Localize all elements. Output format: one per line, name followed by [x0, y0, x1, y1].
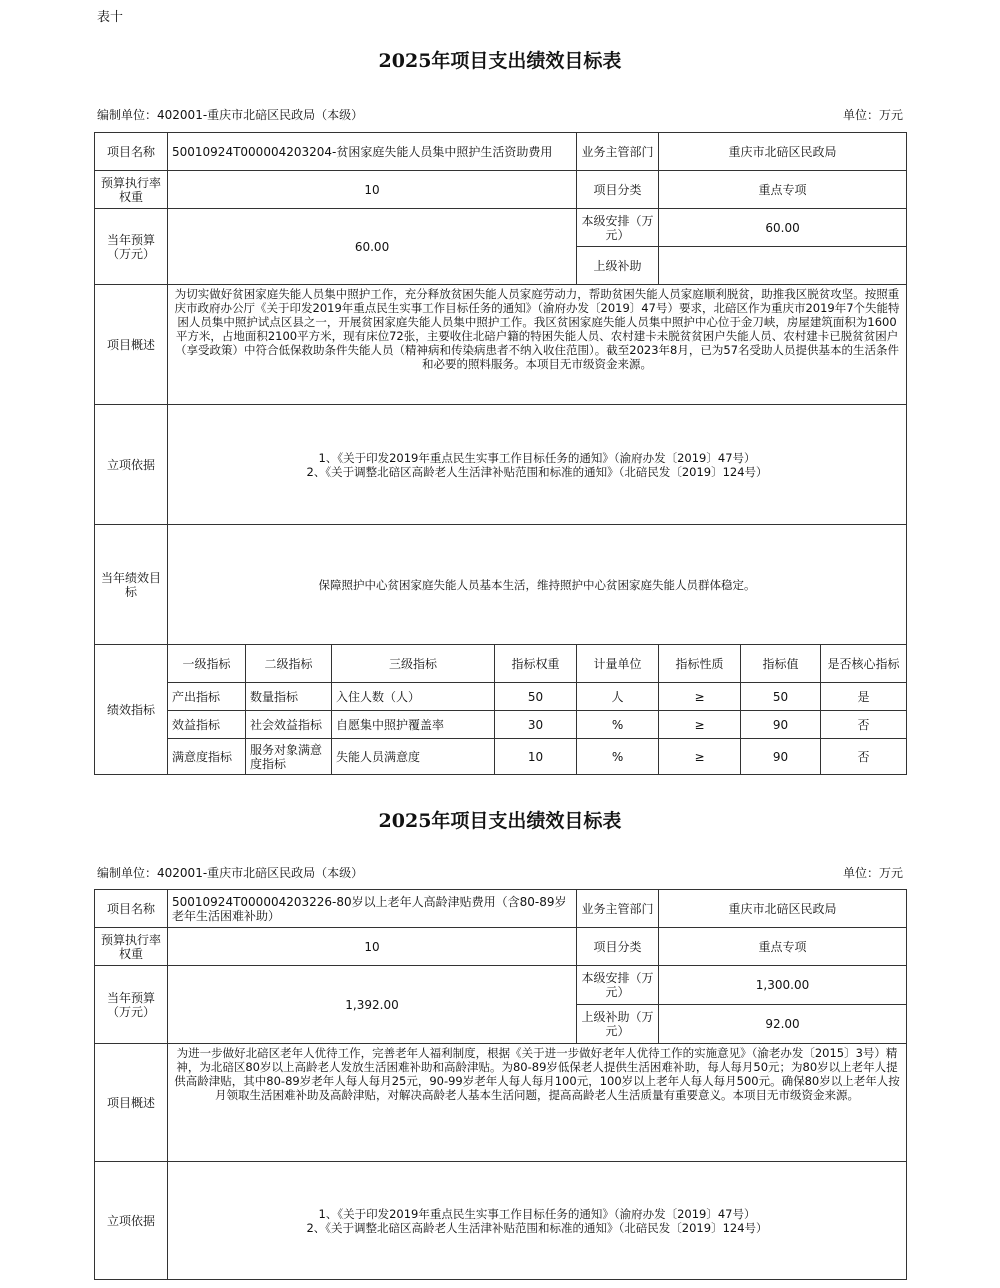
- indicator-cell: 30: [495, 711, 577, 739]
- indicator-cell: 满意度指标: [168, 739, 246, 775]
- local-value: 1,300.00: [659, 966, 907, 1005]
- upper-value: 92.00: [659, 1005, 907, 1044]
- indicator-header: 指标权重: [495, 645, 577, 683]
- basis-list: [168, 1162, 907, 1280]
- label-weight: 预算执行率权重: [95, 171, 168, 209]
- indicator-cell: 10: [495, 739, 577, 775]
- table-row: [95, 683, 907, 711]
- label-project-name: 项目名称: [95, 133, 168, 171]
- form-meta: [97, 106, 903, 123]
- dept-value: 重庆市北碚区民政局: [659, 133, 907, 171]
- indicator-cell: 50: [741, 683, 821, 711]
- indicator-cell: 否: [821, 739, 907, 775]
- budget-value: 60.00: [168, 209, 577, 285]
- unit-label: 单位：万元: [842, 866, 903, 880]
- indicator-cell: 90: [741, 711, 821, 739]
- indicator-cell: 效益指标: [168, 711, 246, 739]
- indicator-cell: 失能人员满意度: [332, 739, 495, 775]
- dept-value: 重庆市北碚区民政局: [659, 890, 907, 928]
- form-title: 2025年项目支出绩效目标表: [378, 810, 622, 832]
- indicator-cell: ≥: [659, 739, 741, 775]
- corner-label: 表十: [97, 10, 124, 25]
- indicator-cell: 是: [821, 683, 907, 711]
- overview-text: 为切实做好贫困家庭失能人员集中照护工作，充分释放贫困失能人员家庭劳动力，帮助贫困失能人员家庭顺利脱贫，助推我区脱贫攻坚。按照重庆市政府办公厅《关于印发2019年重点民生实事工作目标任务的通知》（渝府办发〔2019〕47号）要求，北碚区作为重庆市2019年7个失能特困人员集中照护试点区县之一，开展贫困家庭失能人员集中照护工作。我区贫困家庭失能人员集中照护中心位于金刀峡，房屋建筑面积为1600平方米，占地面积2100平方米，现有床位72张，主要收住北碚户籍的特困失能人员、农村建卡未脱贫贫困户失能人员、农村建卡已脱贫贫困户（享受政策）中符合低保救助条件失能人员（精神病和传染病患者不纳入收住范围）。截至2023年8月，已为57名受助人员提供基本的生活条件和必要的照料服务。本项目无市级资金来源。: [168, 285, 907, 405]
- label-dept: 业务主管部门: [577, 890, 659, 928]
- form-title: 2025年项目支出绩效目标表: [378, 50, 622, 72]
- indicator-header: 三级指标: [332, 645, 495, 683]
- indicator-cell: 90: [741, 739, 821, 775]
- indicator-cell: 数量指标: [246, 683, 332, 711]
- label-goal: 当年绩效目标: [95, 525, 168, 645]
- performance-table: [94, 132, 907, 775]
- indicator-cell: 人: [577, 683, 659, 711]
- indicator-cell: 50: [495, 683, 577, 711]
- form-meta: [97, 864, 903, 881]
- label-budget: 当年预算（万元）: [95, 966, 168, 1044]
- basis-item: 2、《关于调整北碚区高龄老人生活津补贴范围和标准的通知》（北碚民发〔2019〕124号）: [306, 464, 768, 479]
- label-upper: 上级补助（万元）: [577, 1005, 659, 1044]
- indicator-cell: 产出指标: [168, 683, 246, 711]
- label-project-name: 项目名称: [95, 890, 168, 928]
- indicator-cell: %: [577, 739, 659, 775]
- indicator-header: 二级指标: [246, 645, 332, 683]
- label-weight: 预算执行率权重: [95, 928, 168, 966]
- indicator-cell: ≥: [659, 711, 741, 739]
- label-category: 项目分类: [577, 171, 659, 209]
- performance-table: [94, 889, 907, 1280]
- goal-text: 保障照护中心贫困家庭失能人员基本生活，维持照护中心贫困家庭失能人员群体稳定。: [168, 525, 907, 645]
- indicator-header: 指标值: [741, 645, 821, 683]
- indicator-cell: 服务对象满意度指标: [246, 739, 332, 775]
- indicator-header: 指标性质: [659, 645, 741, 683]
- label-dept: 业务主管部门: [577, 133, 659, 171]
- org-label: 编制单位：: [97, 108, 158, 122]
- weight-value: 10: [168, 928, 577, 966]
- indicator-cell: %: [577, 711, 659, 739]
- weight-value: 10: [168, 171, 577, 209]
- basis-item: 1、《关于印发2019年重点民生实事工作目标任务的通知》（渝府办发〔2019〕47号）: [318, 450, 756, 465]
- category-value: 重点专项: [659, 171, 907, 209]
- label-overview: 项目概述: [95, 1044, 168, 1162]
- label-upper: 上级补助: [577, 247, 659, 285]
- indicator-header: 一级指标: [168, 645, 246, 683]
- budget-value: 1,392.00: [168, 966, 577, 1044]
- indicator-cell: ≥: [659, 683, 741, 711]
- label-local: 本级安排（万元）: [577, 966, 659, 1005]
- org-value: 402001-重庆市北碚区民政局（本级）: [157, 866, 364, 880]
- project-name-value: 50010924T000004203204-贫困家庭失能人员集中照护生活资助费用: [168, 133, 577, 171]
- unit-label: 单位：万元: [842, 108, 903, 122]
- indicator-cell: 否: [821, 711, 907, 739]
- upper-value: [659, 247, 907, 285]
- label-category: 项目分类: [577, 928, 659, 966]
- overview-text: 为进一步做好北碚区老年人优待工作，完善老年人福利制度，根据《关于进一步做好老年人优待工作的实施意见》（渝老办发〔2015〕3号）精神，为北碚区80岁以上高龄老人发放生活困难补助和高龄津贴。为80-89岁低保老人提供生活困难补助，每人每月50元；为80岁以上老年人提供高龄津贴，其中80-89岁老年人每人每月25元，90-99岁老年人每人每月100元，100岁以上老年人每人每月500元。确保80岁以上老年人按月领取生活困难补助及高龄津贴，对解决高龄老人基本生活问题，提高高龄老人生活质量有重要意义。本项目无市级资金来源。: [168, 1044, 907, 1162]
- project-name-value: 50010924T000004203226-80岁以上老年人高龄津贴费用（含80-89岁老年生活困难补助）: [168, 890, 577, 928]
- label-basis: 立项依据: [95, 405, 168, 525]
- local-value: 60.00: [659, 209, 907, 247]
- category-value: 重点专项: [659, 928, 907, 966]
- indicator-cell: 自愿集中照护覆盖率: [332, 711, 495, 739]
- label-overview: 项目概述: [95, 285, 168, 405]
- basis-list: [168, 405, 907, 525]
- indicator-cell: 社会效益指标: [246, 711, 332, 739]
- org-value: 402001-重庆市北碚区民政局（本级）: [157, 108, 364, 122]
- indicator-header: 是否核心指标: [821, 645, 907, 683]
- basis-item: 1、《关于印发2019年重点民生实事工作目标任务的通知》（渝府办发〔2019〕47号）: [318, 1206, 756, 1221]
- indicator-header: 计量单位: [577, 645, 659, 683]
- org-label: 编制单位：: [97, 866, 158, 880]
- label-budget: 当年预算（万元）: [95, 209, 168, 285]
- basis-item: 2、《关于调整北碚区高龄老人生活津补贴范围和标准的通知》（北碚民发〔2019〕124号）: [306, 1220, 768, 1235]
- table-row: [95, 711, 907, 739]
- indicator-cell: 入住人数（人）: [332, 683, 495, 711]
- label-indicators: 绩效指标: [95, 645, 168, 775]
- table-row: [95, 739, 907, 775]
- label-basis: 立项依据: [95, 1162, 168, 1280]
- label-local: 本级安排（万元）: [577, 209, 659, 247]
